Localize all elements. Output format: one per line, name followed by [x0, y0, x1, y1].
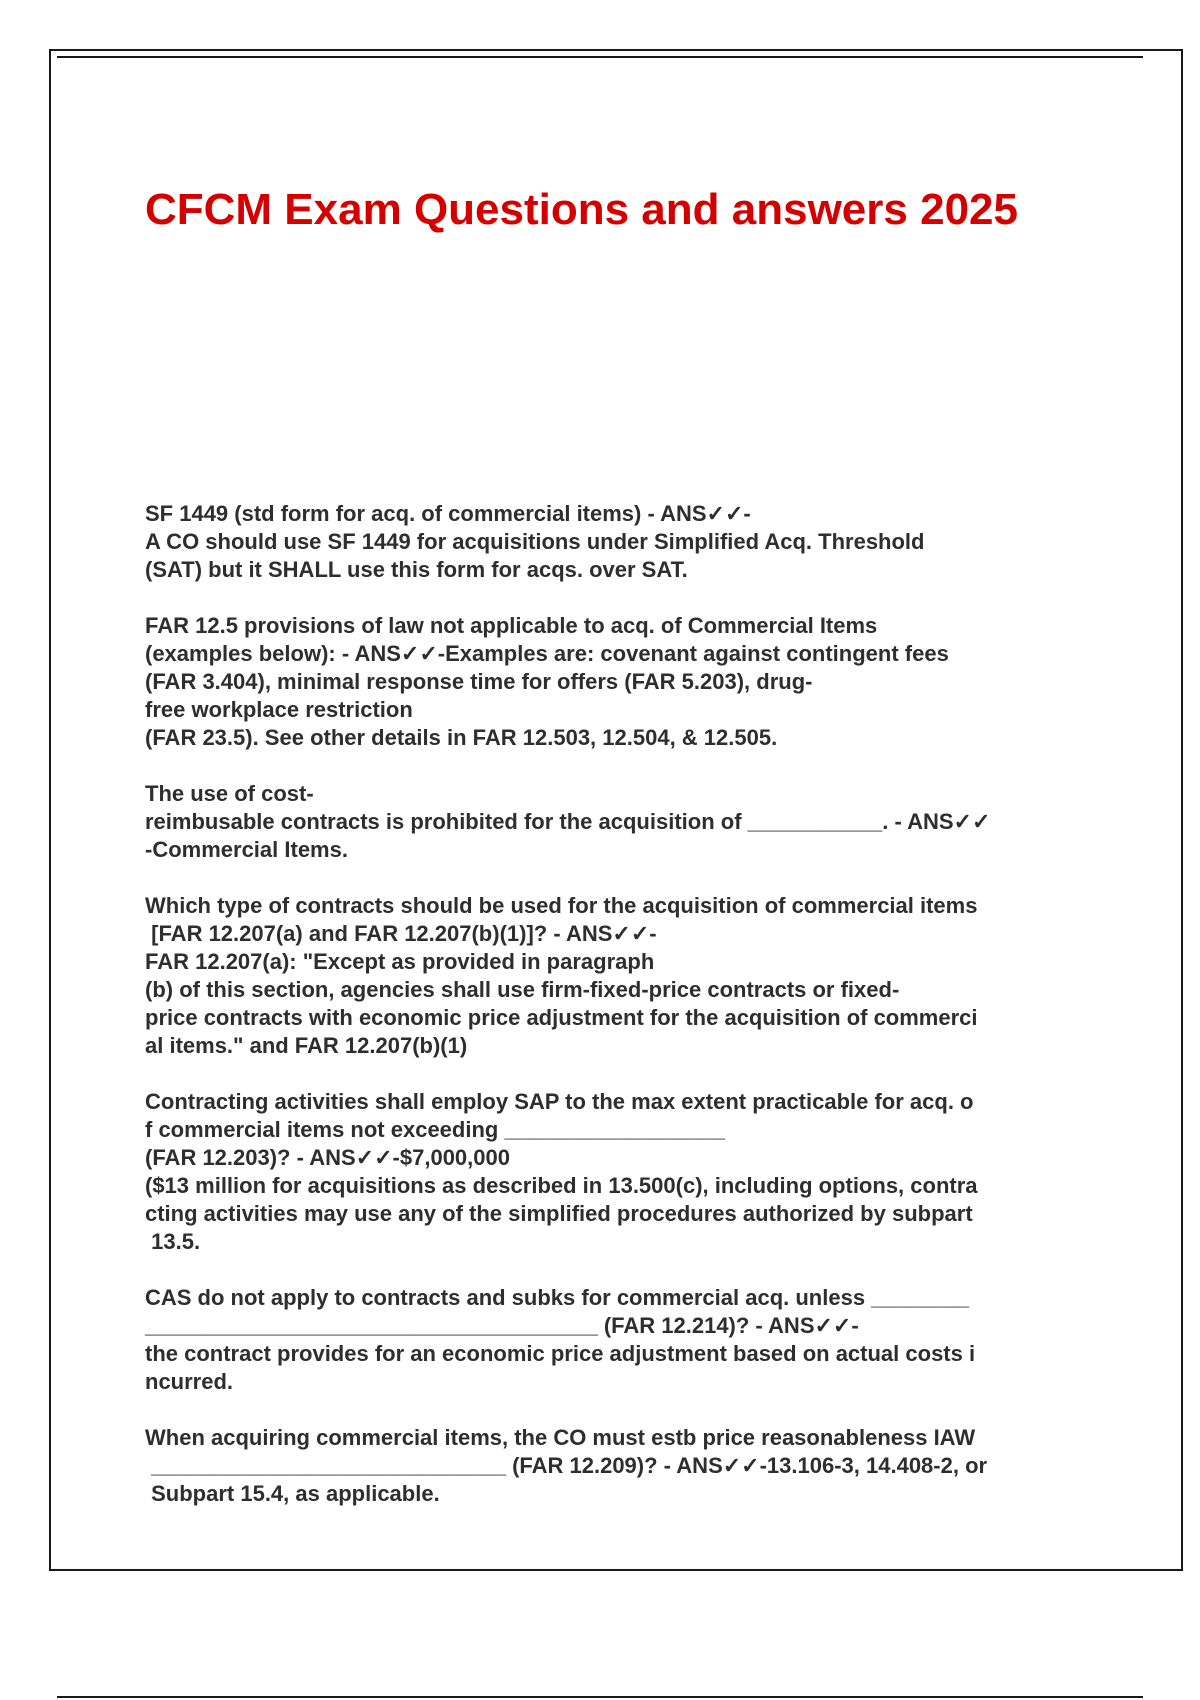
qa-line: -Commercial Items.: [145, 837, 348, 862]
qa-line: Contracting activities shall employ SAP to the max extent practicable for acq. o: [145, 1089, 974, 1114]
qa-line: Which type of contracts should be used for the acquisition of commercial items: [145, 893, 978, 918]
qa-line: The use of cost-: [145, 781, 314, 806]
qa-line: reimbusable contracts is prohibited for the acquisition of ___________. - ANS✓✓: [145, 809, 991, 834]
qa-item: [145, 780, 1090, 864]
qa-line: FAR 12.207(a): "Except as provided in paragraph: [145, 949, 655, 974]
qa-line: (SAT) but it SHALL use this form for acqs. over SAT.: [145, 557, 688, 582]
qa-line: al items." and FAR 12.207(b)(1): [145, 1033, 468, 1058]
qa-line: price contracts with economic price adjustment for the acquisition of commerci: [145, 1005, 978, 1030]
qa-line: cting activities may use any of the simplified procedures authorized by subpart: [145, 1201, 973, 1226]
qa-list: [145, 500, 1090, 1536]
qa-line: ($13 million for acquisitions as described in 13.500(c), including options, contra: [145, 1173, 978, 1198]
qa-line: (b) of this section, agencies shall use firm-fixed-price contracts or fixed-: [145, 977, 900, 1002]
bottom-divider-rule: [57, 1696, 1143, 1698]
qa-line: f commercial items not exceeding __________________: [145, 1117, 725, 1142]
qa-line: (FAR 12.203)? - ANS✓✓-$7,000,000: [145, 1145, 510, 1170]
qa-line: the contract provides for an economic price adjustment based on actual costs i: [145, 1341, 976, 1366]
qa-line: ncurred.: [145, 1369, 234, 1394]
qa-line: FAR 12.5 provisions of law not applicable to acq. of Commercial Items: [145, 613, 878, 638]
qa-item: [145, 612, 1090, 752]
qa-line: SF 1449 (std form for acq. of commercial items) - ANS✓✓-: [145, 501, 751, 526]
qa-line: _____________________________ (FAR 12.209)? - ANS✓✓-13.106-3, 14.408-2, or: [145, 1453, 988, 1478]
qa-line: A CO should use SF 1449 for acquisitions under Simplified Acq. Threshold: [145, 529, 925, 554]
qa-item: [145, 500, 1090, 584]
qa-line: free workplace restriction: [145, 697, 413, 722]
qa-line: When acquiring commercial items, the CO must estb price reasonableness IAW: [145, 1425, 976, 1450]
qa-item: [145, 892, 1090, 1060]
qa-line: _____________________________________ (FAR 12.214)? - ANS✓✓-: [145, 1313, 859, 1338]
qa-line: Subpart 15.4, as applicable.: [145, 1481, 440, 1506]
qa-line: (FAR 3.404), minimal response time for offers (FAR 5.203), drug-: [145, 669, 813, 694]
qa-line: 13.5.: [145, 1229, 201, 1254]
qa-item: [145, 1424, 1090, 1508]
qa-line: CAS do not apply to contracts and subks for commercial acq. unless ________: [145, 1285, 970, 1310]
qa-item: [145, 1088, 1090, 1256]
document-title: CFCM Exam Questions and answers 2025: [145, 185, 1018, 234]
qa-line: [FAR 12.207(a) and FAR 12.207(b)(1)]? - ANS✓✓-: [145, 921, 657, 946]
top-divider-rule: [57, 56, 1143, 58]
qa-line: (FAR 23.5). See other details in FAR 12.503, 12.504, & 12.505.: [145, 725, 778, 750]
qa-line: (examples below): - ANS✓✓-Examples are: covenant against contingent fees: [145, 641, 949, 666]
qa-item: [145, 1284, 1090, 1396]
